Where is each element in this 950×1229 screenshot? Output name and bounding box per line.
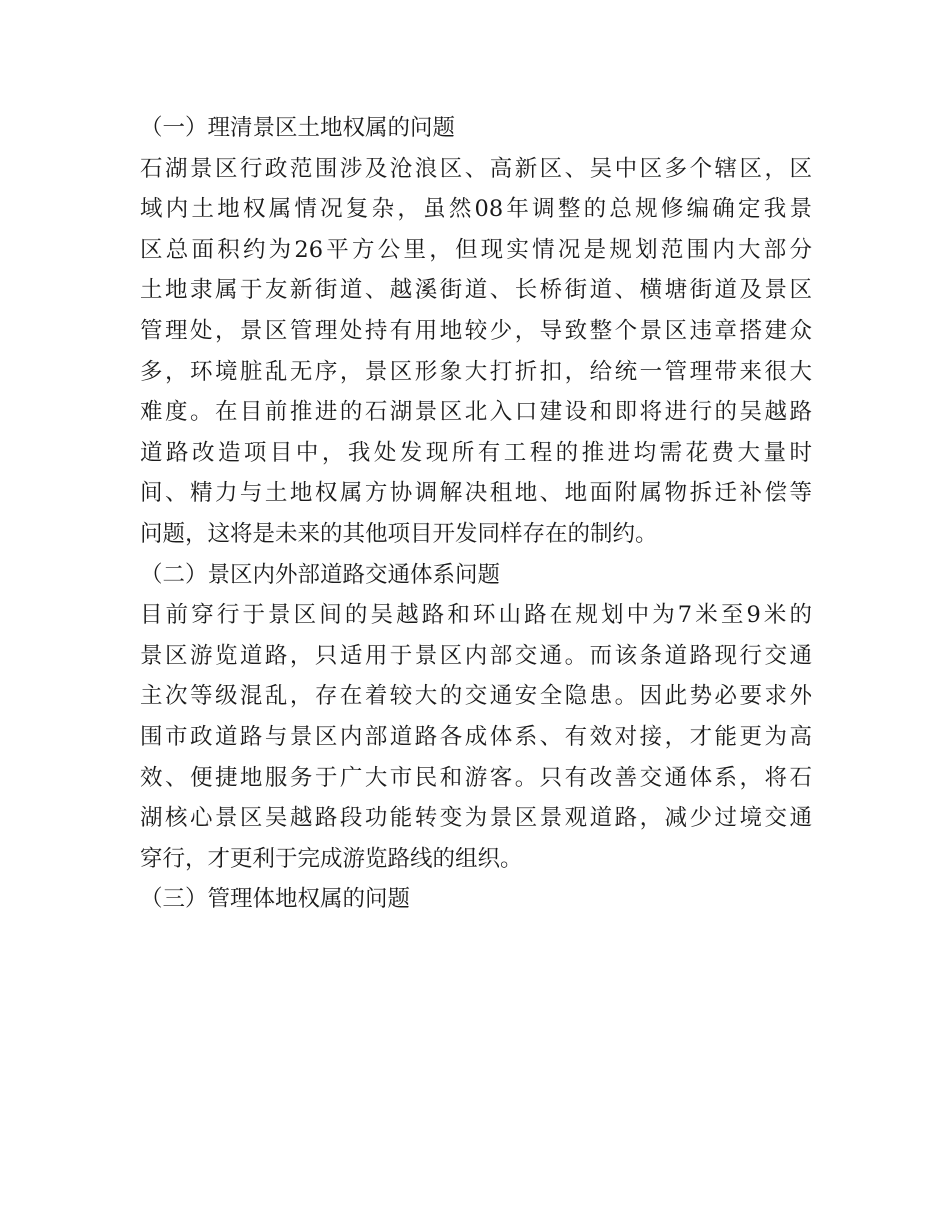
text-line: 多，环境脏乱无序，景区形象大打折扣，给统一管理带来很大	[140, 358, 812, 385]
text-line: 土地隶属于友新街道、越溪街道、长桥街道、横塘街道及景区	[140, 277, 812, 304]
text-line: 景区游览道路，只适用于景区内部交通。而该条道路现行交通	[140, 642, 812, 669]
text-line: 道路改造项目中，我处发现所有工程的推进均需花费大量时	[140, 439, 812, 466]
section-1-paragraph	[140, 149, 812, 555]
text-line: 石湖景区行政范围涉及沧浪区、高新区、吴中区多个辖区，区	[140, 155, 812, 182]
text-line: 穿行，才更利于完成游览路线的组织。	[140, 845, 523, 872]
section-1-heading: （一）理清景区土地权属的问题	[140, 115, 456, 141]
text-line: 管理处，景区管理处持有用地较少，导致整个景区违章搭建众	[140, 317, 812, 344]
text-line: 湖核心景区吴越路段功能转变为景区景观道路，减少过境交通	[140, 805, 812, 832]
section-2-paragraph	[140, 595, 812, 879]
document-body	[140, 108, 812, 920]
text-line: 目前穿行于景区间的吴越路和环山路在规划中为7米至9米的	[140, 602, 812, 629]
text-line: 间、精力与土地权属方协调解决租地、地面附属物拆迁补偿等	[140, 480, 812, 507]
text-line: 问题，这将是未来的其他项目开发同样存在的制约。	[140, 520, 658, 547]
text-line: 区总面积约为26平方公里，但现实情况是规划范围内大部分	[140, 236, 812, 263]
text-line: 域内土地权属情况复杂，虽然08年调整的总规修编确定我景	[140, 196, 812, 223]
text-line: 围市政道路与景区内部道路各成体系、有效对接，才能更为高	[140, 723, 812, 750]
text-line: 效、便捷地服务于广大市民和游客。只有改善交通体系，将石	[140, 764, 812, 791]
section-2-heading: （二）景区内外部道路交通体系问题	[140, 561, 501, 588]
text-line: 主次等级混乱，存在着较大的交通安全隐患。因此势必要求外	[140, 683, 812, 710]
section-3-heading: （三）管理体地权属的问题	[140, 886, 411, 913]
text-line: 难度。在目前推进的石湖景区北入口建设和即将进行的吴越路	[140, 399, 812, 426]
